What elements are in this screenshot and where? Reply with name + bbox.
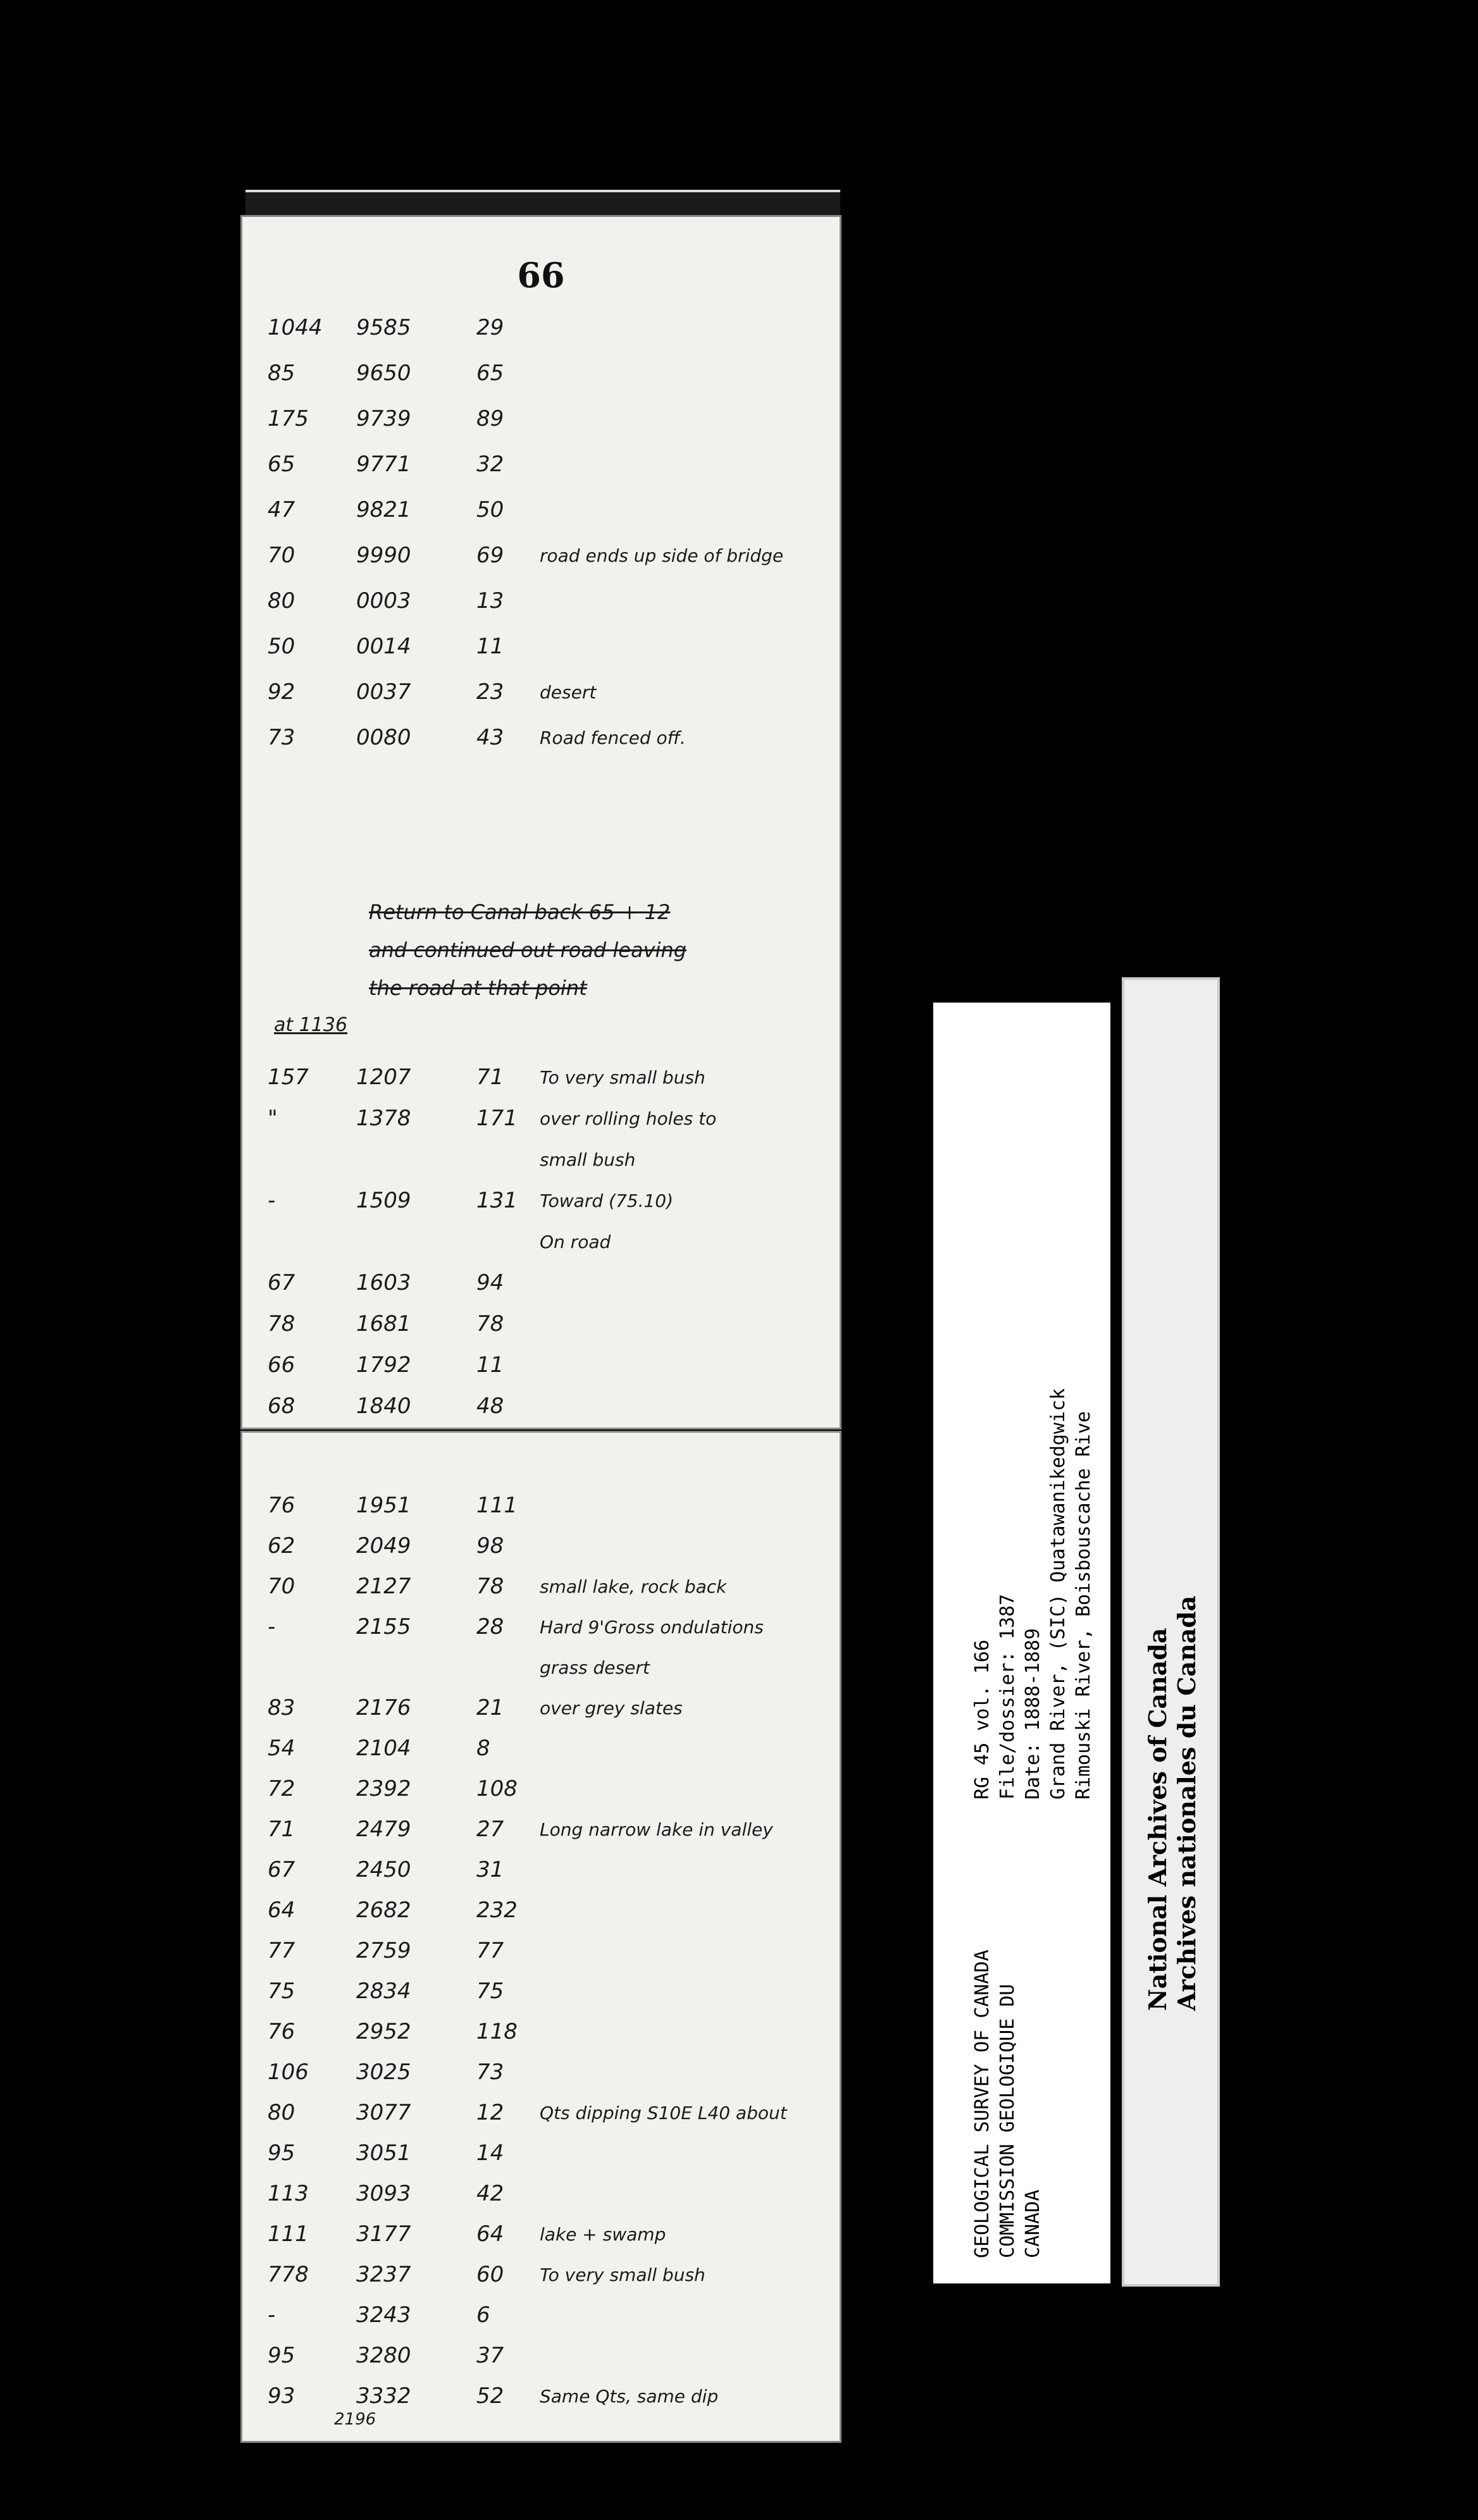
entry-count: 68 (268, 1393, 295, 1419)
entry-distance: 98 (476, 1533, 504, 1559)
label-line: Date: 1888-1889 (1022, 1628, 1044, 1800)
entry-station: 2049 (356, 1533, 411, 1559)
notebook-entry (268, 2010, 540, 2054)
note-line: the road at that point (369, 976, 587, 1000)
entry-count: - (268, 1188, 276, 1213)
entry-station: 2479 (356, 1817, 411, 1842)
entry-station: 1951 (356, 1493, 411, 1518)
notebook-entry (268, 1524, 540, 1568)
entry-note: grass desert (540, 1657, 650, 1678)
entry-count: 47 (268, 497, 295, 522)
entry-distance: 78 (476, 1311, 504, 1337)
entry-station: 2834 (356, 1979, 411, 2004)
entry-distance: 12 (476, 2100, 504, 2125)
field-notebook (240, 190, 848, 2429)
archive-name-fr: Archives nationales du Canada (1172, 1595, 1201, 2011)
entry-count: 62 (268, 1533, 295, 1559)
entry-note: Road fenced off. (540, 727, 686, 748)
entry-station: 9821 (356, 497, 411, 522)
entry-station: 1207 (356, 1065, 411, 1090)
entry-distance: 14 (476, 2140, 504, 2166)
entry-distance: 50 (476, 497, 504, 522)
notebook-entry (268, 1605, 764, 1649)
page-number: 66 (517, 255, 565, 295)
entry-distance: 8 (476, 1736, 490, 1761)
notebook-entry (268, 306, 540, 350)
entry-count: 50 (268, 634, 295, 659)
entry-station: 2127 (356, 1574, 411, 1599)
entry-distance: 60 (476, 2262, 504, 2287)
entry-count: 92 (268, 679, 295, 705)
entry-station: 2450 (356, 1857, 411, 1882)
entry-station: 9771 (356, 452, 411, 477)
entry-count: 70 (268, 1574, 295, 1599)
notebook-entry (268, 2050, 540, 2094)
entry-distance: 23 (476, 679, 504, 705)
label-line: RG 45 vol. 166 (971, 1640, 993, 1800)
label-line: Grand River, (SIC) Quatawanikedgwick (1047, 1388, 1069, 1800)
entry-count: 71 (268, 1817, 295, 1842)
notebook-entry (268, 715, 686, 760)
entry-station: 3243 (356, 2302, 411, 2328)
entry-count: 78 (268, 1311, 295, 1337)
notebook-entry (268, 670, 596, 714)
entry-note: Long narrow lake in valley (540, 1819, 773, 1840)
notebook-entry (268, 2293, 540, 2337)
notebook-entry (268, 1220, 611, 1264)
notebook-entry (268, 1096, 716, 1140)
notebook-entry (268, 2212, 666, 2256)
entry-station: 0080 (356, 725, 411, 750)
entry-count: - (268, 2302, 276, 2328)
notebook-entry (268, 1483, 540, 1528)
entry-station: 2155 (356, 1614, 411, 1640)
label-line: COMMISSION GEOLOGIQUE DU (997, 1984, 1019, 2258)
entry-note: Qts dipping S10E L40 about (540, 2102, 787, 2123)
entry-distance: 31 (476, 1857, 504, 1882)
entry-station: 3051 (356, 2140, 411, 2166)
entry-count: 83 (268, 1695, 295, 1720)
entry-station: 2952 (356, 2019, 411, 2044)
entry-station: 9585 (356, 315, 411, 340)
note-line: and continued out road leaving (369, 938, 687, 962)
entry-distance: 6 (476, 2302, 490, 2328)
entry-station: 1681 (356, 1311, 411, 1337)
entry-distance: 37 (476, 2343, 504, 2368)
notebook-entry (268, 351, 540, 395)
entry-station: 9650 (356, 361, 411, 386)
entry-station: 0037 (356, 679, 411, 705)
entry-station: 2392 (356, 1776, 411, 1801)
entry-distance: 42 (476, 2181, 504, 2206)
entry-distance: 11 (476, 1352, 504, 1378)
entry-distance: 75 (476, 1979, 504, 2004)
notebook-entry (268, 533, 783, 578)
entry-count: 113 (268, 2181, 309, 2206)
notebook-entry (268, 1302, 540, 1346)
entry-count: 95 (268, 2140, 295, 2166)
notebook-entry (268, 1767, 540, 1811)
entry-distance: 65 (476, 361, 504, 386)
entry-station: 2176 (356, 1695, 411, 1720)
entry-distance: 118 (476, 2019, 518, 2044)
entry-count: 80 (268, 2100, 295, 2125)
entry-distance: 21 (476, 1695, 504, 1720)
entry-count: 106 (268, 2060, 309, 2085)
entry-count: 70 (268, 543, 295, 568)
entry-distance: 111 (476, 1493, 518, 1518)
entry-count: 778 (268, 2262, 309, 2287)
entry-count: 157 (268, 1065, 309, 1090)
label-line: Rimouski River, Boisbouscache Rive (1072, 1411, 1095, 1800)
notebook-entry (268, 1888, 540, 1932)
entry-station: 2104 (356, 1736, 411, 1761)
entry-note: Hard 9'Gross ondulations (540, 1616, 764, 1638)
entry-station: 2682 (356, 1898, 411, 1923)
notebook-entry (268, 1178, 673, 1223)
entry-count: 175 (268, 406, 309, 431)
label-line: CANADA (1022, 2189, 1044, 2258)
entry-distance: 52 (476, 2383, 504, 2409)
entry-station: 1792 (356, 1352, 411, 1378)
entry-count: 85 (268, 361, 295, 386)
entry-distance: 71 (476, 1065, 504, 1090)
entry-count: 95 (268, 2343, 295, 2368)
entry-note: small bush (540, 1149, 636, 1170)
entry-note: over grey slates (540, 1697, 683, 1719)
entry-count: 66 (268, 1352, 295, 1378)
entry-note: On road (540, 1231, 611, 1252)
entry-note: desert (540, 681, 597, 703)
entry-station: 3025 (356, 2060, 411, 2085)
notebook-entry (268, 1807, 773, 1851)
entry-distance: 27 (476, 1817, 504, 1842)
note-line: Return to Canal back 65 + 12 (369, 900, 671, 924)
notebook-entry (268, 2091, 787, 2135)
entry-distance: 232 (476, 1898, 518, 1923)
notebook-entry (268, 442, 540, 486)
entry-count: 65 (268, 452, 295, 477)
entry-distance: 89 (476, 406, 504, 431)
entry-count: 67 (268, 1270, 295, 1295)
notebook-entry (268, 1055, 705, 1099)
notebook-entry (268, 1929, 540, 1973)
label-line: GEOLOGICAL SURVEY OF CANADA (971, 1949, 993, 2258)
entry-count: 80 (268, 588, 295, 614)
entry-distance: 32 (476, 452, 504, 477)
notebook-entry (268, 1384, 540, 1428)
entry-count: " (268, 1106, 278, 1131)
notebook-entry (268, 1848, 540, 1892)
entry-station: 1509 (356, 1188, 411, 1213)
entry-note: lake + swamp (540, 2223, 666, 2245)
notebook-entry (268, 2333, 540, 2378)
note-line: at 1136 (274, 1014, 348, 1036)
entry-distance: 171 (476, 1106, 518, 1131)
entry-station: 0003 (356, 588, 411, 614)
notebook-entry (268, 1645, 650, 1689)
entry-count: 64 (268, 1898, 295, 1923)
notebook-entry (268, 1261, 540, 1305)
entry-count: 1044 (268, 315, 323, 340)
entry-count: 67 (268, 1857, 295, 1882)
entry-note: Same Qts, same dip (540, 2385, 719, 2407)
entry-distance: 11 (476, 634, 504, 659)
entry-note: small lake, rock back (540, 1576, 727, 1597)
entry-note: over rolling holes to (540, 1108, 717, 1129)
entry-note: To very small bush (540, 2264, 705, 2285)
label-line: File/dossier: 1387 (997, 1593, 1019, 1800)
entry-distance: 28 (476, 1614, 504, 1640)
notebook-entry (268, 1343, 540, 1387)
notebook-entry (268, 2171, 540, 2216)
entry-count: 75 (268, 1979, 295, 2004)
entry-count: 54 (268, 1736, 295, 1761)
entry-station: 3177 (356, 2221, 411, 2247)
entry-station: 1378 (356, 1106, 411, 1131)
entry-station: 3237 (356, 2262, 411, 2287)
notebook-entry (268, 2252, 705, 2297)
archive-name-en: National Archives of Canada (1143, 1628, 1172, 2011)
notebook-entry (268, 1137, 635, 1182)
entry-station: 9739 (356, 406, 411, 431)
footnote: 2196 (334, 2410, 376, 2429)
entry-station: 3332 (356, 2383, 411, 2409)
entry-distance: 43 (476, 725, 504, 750)
entry-distance: 94 (476, 1270, 504, 1295)
notebook-entry (268, 397, 540, 441)
notebook-page-bottom (240, 1431, 841, 2443)
label-right-block (970, 1388, 1096, 1800)
entry-station: 3077 (356, 2100, 411, 2125)
entry-distance: 108 (476, 1776, 518, 1801)
entry-station: 1840 (356, 1393, 411, 1419)
notebook-entry (268, 2131, 540, 2175)
entry-note: road ends up side of bridge (540, 545, 784, 566)
notebook-entry (268, 579, 540, 623)
notebook-entry (268, 1969, 540, 2013)
entry-count: 76 (268, 1493, 295, 1518)
entry-count: 93 (268, 2383, 295, 2409)
entry-station: 2759 (356, 1938, 411, 1963)
label-left-block (970, 1949, 1046, 2258)
entry-distance: 29 (476, 315, 504, 340)
entry-station: 9990 (356, 543, 411, 568)
entry-count: 73 (268, 725, 295, 750)
entry-note: To very small bush (540, 1066, 705, 1088)
entry-station: 3093 (356, 2181, 411, 2206)
entry-distance: 73 (476, 2060, 504, 2085)
notebook-page-top (240, 215, 841, 1430)
entry-station: 0014 (356, 634, 411, 659)
archive-label-card (933, 1003, 1110, 2283)
notebook-entry (268, 624, 540, 669)
notebook-entry (268, 488, 540, 532)
entry-distance: 77 (476, 1938, 504, 1963)
entry-distance: 69 (476, 543, 504, 568)
national-archives-card (1122, 977, 1220, 2287)
entry-distance: 78 (476, 1574, 504, 1599)
entry-count: 72 (268, 1776, 295, 1801)
notebook-entry (268, 1726, 540, 1770)
entry-distance: 64 (476, 2221, 504, 2247)
entry-count: 77 (268, 1938, 295, 1963)
entry-distance: 131 (476, 1188, 518, 1213)
entry-count: 76 (268, 2019, 295, 2044)
notebook-entry (268, 1564, 726, 1609)
entry-station: 1603 (356, 1270, 411, 1295)
entry-distance: 13 (476, 588, 504, 614)
entry-count: 111 (268, 2221, 309, 2247)
entry-station: 3280 (356, 2343, 411, 2368)
entry-note: Toward (75.10) (540, 1190, 674, 1211)
entry-distance: 48 (476, 1393, 504, 1419)
notebook-entry (268, 1686, 683, 1730)
entry-count: - (268, 1614, 276, 1640)
